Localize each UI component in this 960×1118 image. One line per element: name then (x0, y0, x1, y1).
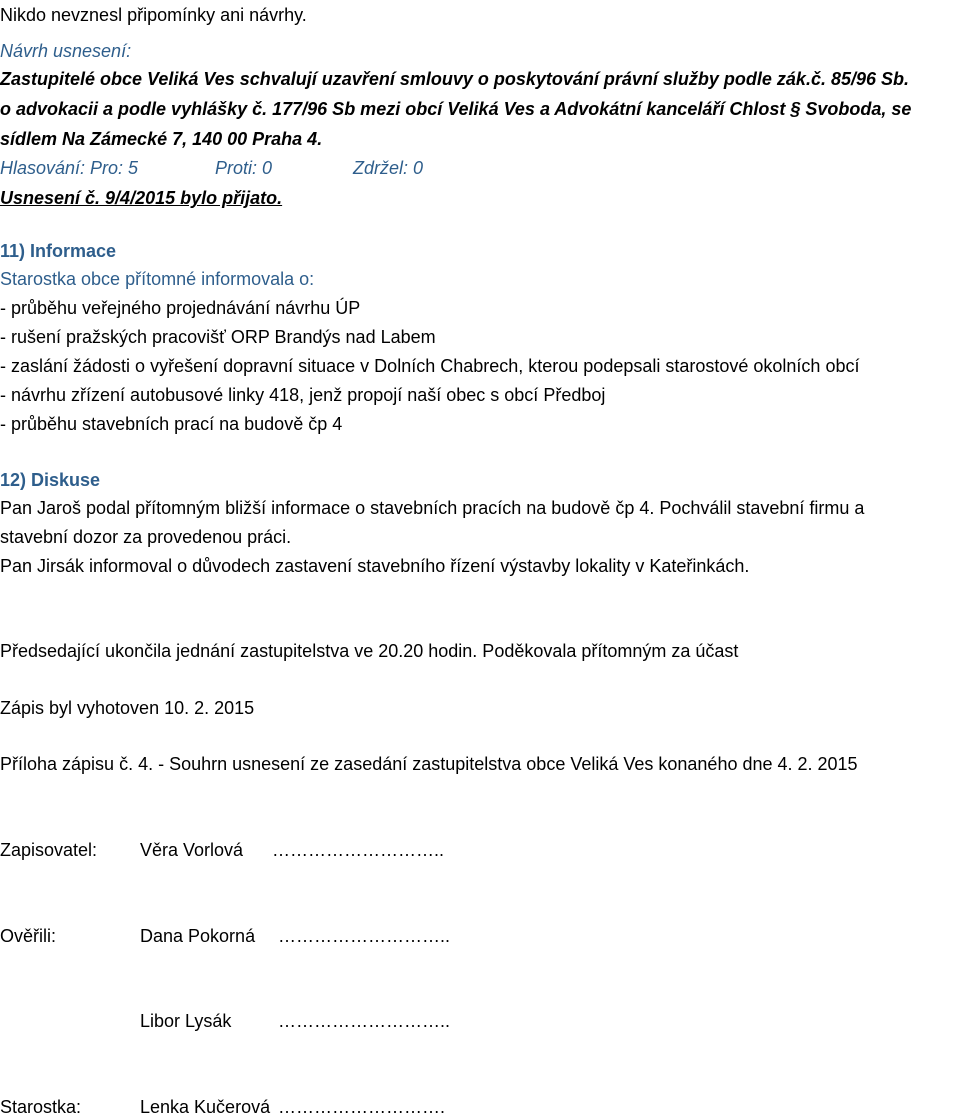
recorder-name: Věra Vorlová (140, 840, 244, 860)
minutes-written-date: Zápis byl vyhotoven 10. 2. 2015 (0, 698, 255, 718)
verifier-2-name: Libor Lysák (140, 1011, 232, 1031)
signature-line: ……………………….. (272, 840, 445, 860)
info-item: - průběhu veřejného projednávání návrhu ÚP (0, 298, 361, 318)
signature-row-verifier-1 (0, 925, 960, 947)
section-11-heading: 11) Informace (0, 241, 117, 261)
mayor-name: Lenka Kučerová (140, 1097, 271, 1117)
proposal-line-3: sídlem Na Zámecké 7, 140 00 Praha 4. (0, 129, 323, 149)
signature-line: ……………………….. (278, 926, 451, 946)
vote-row (0, 157, 960, 179)
info-item: - návrhu zřízení autobusové linky 418, jenž propojí naší obec s obcí Předboj (0, 385, 606, 405)
section-11-intro: Starostka obce přítomné informovala o: (0, 269, 315, 289)
meeting-end-text: Předsedající ukončila jednání zastupitelstva ve 20.20 hodin. Poděkovala přítomným za účast (0, 641, 739, 661)
vote-for: Hlasování: Pro: 5 (0, 158, 139, 178)
info-item: - zaslání žádosti o vyřešení dopravní situace v Dolních Chabrech, kterou podepsali starostové okolních obcí (0, 356, 860, 376)
signature-line: ……………………….. (278, 1011, 451, 1031)
info-item: - rušení pražských pracovišť ORP Brandýs nad Labem (0, 327, 436, 347)
proposal-line-2: o advokacii a podle vyhlášky č. 177/96 Sb mezi obcí Veliká Ves a Advokátní kanceláří Chlost § Svoboda, se (0, 99, 912, 119)
verifier-1-name: Dana Pokorná (140, 926, 256, 946)
discussion-para-1-line-1: Pan Jaroš podal přítomným bližší informace o stavebních pracích na budově čp 4. Pochválil stavební firmu a (0, 498, 865, 518)
discussion-para-1-line-2: stavební dozor za provedenou práci. (0, 527, 292, 547)
section-12-heading: 12) Diskuse (0, 470, 101, 490)
mayor-label: Starostka: (0, 1097, 82, 1117)
proposal-line-1: Zastupitelé obce Veliká Ves schvalují uzavření smlouvy o poskytování právní služby podle zák.č. 85/96 Sb. (0, 69, 909, 89)
no-comments-text: Nikdo nevznesl připomínky ani návrhy. (0, 5, 307, 25)
recorder-label: Zapisovatel: (0, 840, 98, 860)
signature-row-recorder (0, 839, 960, 861)
vote-against: Proti: 0 (215, 158, 273, 178)
info-item: - průběhu stavebních prací na budově čp 4 (0, 414, 343, 434)
attachment-text: Příloha zápisu č. 4. - Souhrn usnesení ze zasedání zastupitelstva obce Veliká Ves konaného dne 4. 2. 2015 (0, 754, 858, 774)
signature-line: ………………………. (278, 1097, 446, 1117)
discussion-para-2: Pan Jirsák informoval o důvodech zastavení stavebního řízení výstavby lokality v Kateřinkách. (0, 556, 750, 576)
vote-abstain: Zdržel: 0 (353, 158, 424, 178)
resolution-text: Usnesení č. 9/4/2015 bylo přijato. (0, 188, 283, 208)
proposal-label: Návrh usnesení: (0, 41, 132, 61)
verifiers-label: Ověřili: (0, 926, 57, 946)
signature-row-verifier-2 (0, 1010, 960, 1032)
